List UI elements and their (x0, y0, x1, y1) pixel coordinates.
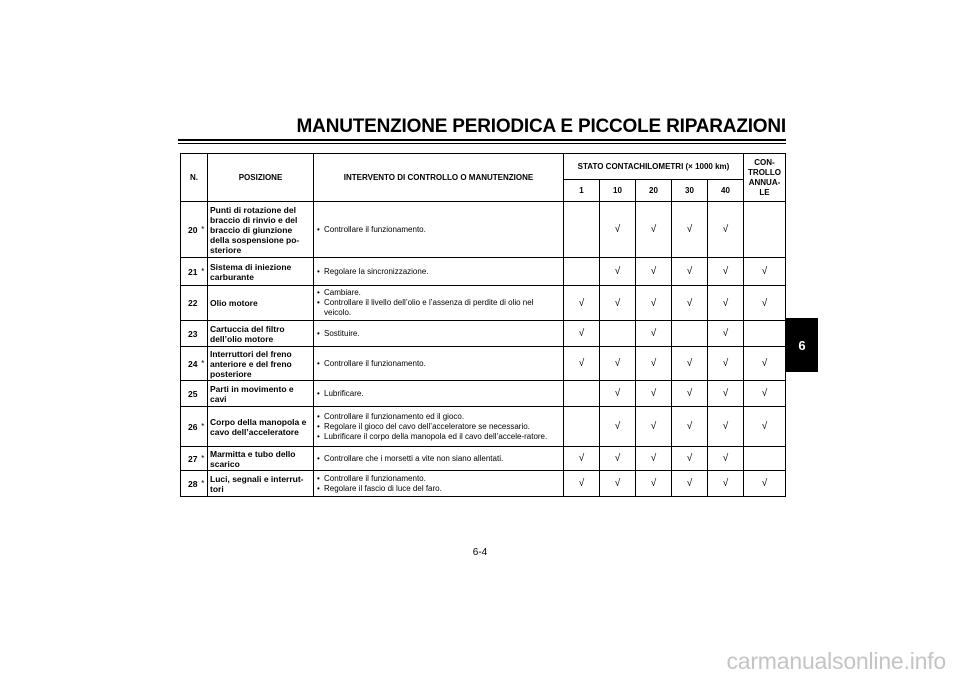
row-asterisk: * (199, 202, 208, 258)
page-title: MANUTENZIONE PERIODICA E PICCOLE RIPARAZIONI (296, 116, 786, 137)
check-cell: √ (672, 471, 708, 497)
check-cell: √ (636, 258, 672, 286)
row-number: 26 (181, 407, 199, 447)
check-cell (744, 321, 786, 347)
check-cell: √ (600, 258, 636, 286)
action-list (317, 359, 560, 369)
row-position: Sistema di iniezione carburante (208, 258, 314, 286)
action-item: • Controllare il livello dell’olio e l’assenza di perdite di olio nel veicolo. (317, 298, 560, 318)
row-position: Corpo della manopola e cavo dell’acceleratore (208, 407, 314, 447)
header-odometer-20: 20 (636, 180, 672, 202)
check-cell: √ (600, 202, 636, 258)
check-cell (564, 202, 600, 258)
action-item: • Regolare il gioco del cavo dell’acceleratore se necessario. (317, 422, 560, 432)
header-n: N. (181, 154, 208, 202)
action-item: • Cambiare. (317, 288, 560, 298)
check-cell: √ (708, 347, 744, 381)
check-cell: √ (600, 381, 636, 407)
check-cell: √ (708, 381, 744, 407)
check-cell: √ (672, 381, 708, 407)
table-row (181, 258, 786, 286)
check-cell: √ (672, 286, 708, 321)
action-list (317, 412, 560, 442)
check-cell: √ (636, 202, 672, 258)
row-number: 24 (181, 347, 199, 381)
check-cell (564, 407, 600, 447)
row-position: Olio motore (208, 286, 314, 321)
check-cell: √ (636, 447, 672, 471)
check-cell: √ (744, 471, 786, 497)
row-actions (314, 381, 564, 407)
check-cell: √ (636, 347, 672, 381)
check-cell: √ (708, 407, 744, 447)
action-item: • Controllare il funzionamento. (317, 474, 560, 484)
action-item: • Regolare la sincronizzazione. (317, 267, 560, 277)
row-asterisk (199, 381, 208, 407)
table-row (181, 321, 786, 347)
check-cell: √ (672, 202, 708, 258)
row-actions (314, 407, 564, 447)
row-position: Interruttori del freno anteriore e del freno posteriore (208, 347, 314, 381)
chapter-tab: 6 (786, 318, 818, 372)
check-cell: √ (636, 321, 672, 347)
check-cell: √ (744, 381, 786, 407)
check-cell (744, 447, 786, 471)
row-position: Punti di rotazione del braccio di rinvio e del braccio di giunzione della sospensione po-steriore (208, 202, 314, 258)
header-controllo-annuale: CON-TROLLO ANNUA-LE (744, 154, 786, 202)
header-odometer-40: 40 (708, 180, 744, 202)
row-number: 23 (181, 321, 199, 347)
page-number: 6-4 (472, 547, 488, 558)
row-asterisk (199, 286, 208, 321)
row-number: 27 (181, 447, 199, 471)
action-item: • Controllare che i morsetti a vite non siano allentati. (317, 454, 560, 464)
row-asterisk: * (199, 347, 208, 381)
check-cell: √ (672, 347, 708, 381)
row-number: 28 (181, 471, 199, 497)
row-actions (314, 321, 564, 347)
action-item: • Controllare il funzionamento. (317, 225, 560, 235)
check-cell: √ (564, 471, 600, 497)
row-number: 20 (181, 202, 199, 258)
check-cell: √ (744, 407, 786, 447)
table-row (181, 381, 786, 407)
check-cell: √ (672, 407, 708, 447)
action-list (317, 454, 560, 464)
action-item: • Controllare il funzionamento. (317, 359, 560, 369)
action-list (317, 288, 560, 318)
check-cell: √ (708, 258, 744, 286)
header-stato-contachilometri: STATO CONTACHILOMETRI (× 1000 km) (564, 154, 744, 180)
action-list (317, 389, 560, 399)
check-cell: √ (564, 286, 600, 321)
header-intervento: INTERVENTO DI CONTROLLO O MANUTENZIONE (314, 154, 564, 202)
check-cell (564, 258, 600, 286)
row-position: Marmitta e tubo dello scarico (208, 447, 314, 471)
action-item: • Controllare il funzionamento ed il gioco. (317, 412, 560, 422)
check-cell: √ (672, 447, 708, 471)
row-asterisk: * (199, 258, 208, 286)
action-list (317, 267, 560, 277)
check-cell: √ (672, 258, 708, 286)
row-asterisk (199, 321, 208, 347)
check-cell: √ (564, 347, 600, 381)
action-item: • Sostituire. (317, 329, 560, 339)
row-number: 25 (181, 381, 199, 407)
check-cell (744, 202, 786, 258)
check-cell (600, 321, 636, 347)
check-cell: √ (564, 447, 600, 471)
check-cell (564, 381, 600, 407)
row-asterisk: * (199, 407, 208, 447)
check-cell: √ (636, 286, 672, 321)
row-position: Cartuccia del filtro dell’olio motore (208, 321, 314, 347)
table-row (181, 447, 786, 471)
action-list (317, 474, 560, 494)
check-cell: √ (744, 286, 786, 321)
check-cell: √ (744, 258, 786, 286)
row-actions (314, 286, 564, 321)
check-cell: √ (708, 202, 744, 258)
row-actions (314, 471, 564, 497)
check-cell: √ (708, 471, 744, 497)
check-cell: √ (564, 321, 600, 347)
table-row (181, 347, 786, 381)
maintenance-table (180, 153, 786, 497)
row-position: Parti in movimento e cavi (208, 381, 314, 407)
row-position: Luci, segnali e interrut-tori (208, 471, 314, 497)
title-rule (178, 139, 786, 144)
row-actions (314, 202, 564, 258)
check-cell: √ (600, 471, 636, 497)
header-odometer-10: 10 (600, 180, 636, 202)
check-cell: √ (708, 447, 744, 471)
table-row (181, 407, 786, 447)
row-actions (314, 258, 564, 286)
row-number: 21 (181, 258, 199, 286)
table-row (181, 202, 786, 258)
check-cell: √ (600, 286, 636, 321)
check-cell (672, 321, 708, 347)
action-item: • Regolare il fascio di luce del faro. (317, 484, 560, 494)
check-cell: √ (708, 321, 744, 347)
row-actions (314, 347, 564, 381)
action-list (317, 329, 560, 339)
table-row (181, 471, 786, 497)
check-cell: √ (636, 381, 672, 407)
check-cell: √ (600, 407, 636, 447)
check-cell: √ (600, 447, 636, 471)
header-posizione: POSIZIONE (208, 154, 314, 202)
check-cell: √ (636, 471, 672, 497)
check-cell: √ (636, 407, 672, 447)
action-item: • Lubrificare. (317, 389, 560, 399)
check-cell: √ (600, 347, 636, 381)
row-asterisk: * (199, 447, 208, 471)
check-cell: √ (744, 347, 786, 381)
row-number: 22 (181, 286, 199, 321)
watermark: carmanualsonline.info (726, 648, 946, 674)
header-odometer-1: 1 (564, 180, 600, 202)
row-asterisk: * (199, 471, 208, 497)
check-cell: √ (708, 286, 744, 321)
table-row (181, 286, 786, 321)
action-list (317, 225, 560, 235)
action-item: • Lubrificare il corpo della manopola ed il cavo dell’accele-ratore. (317, 432, 560, 442)
header-odometer-30: 30 (672, 180, 708, 202)
row-actions (314, 447, 564, 471)
